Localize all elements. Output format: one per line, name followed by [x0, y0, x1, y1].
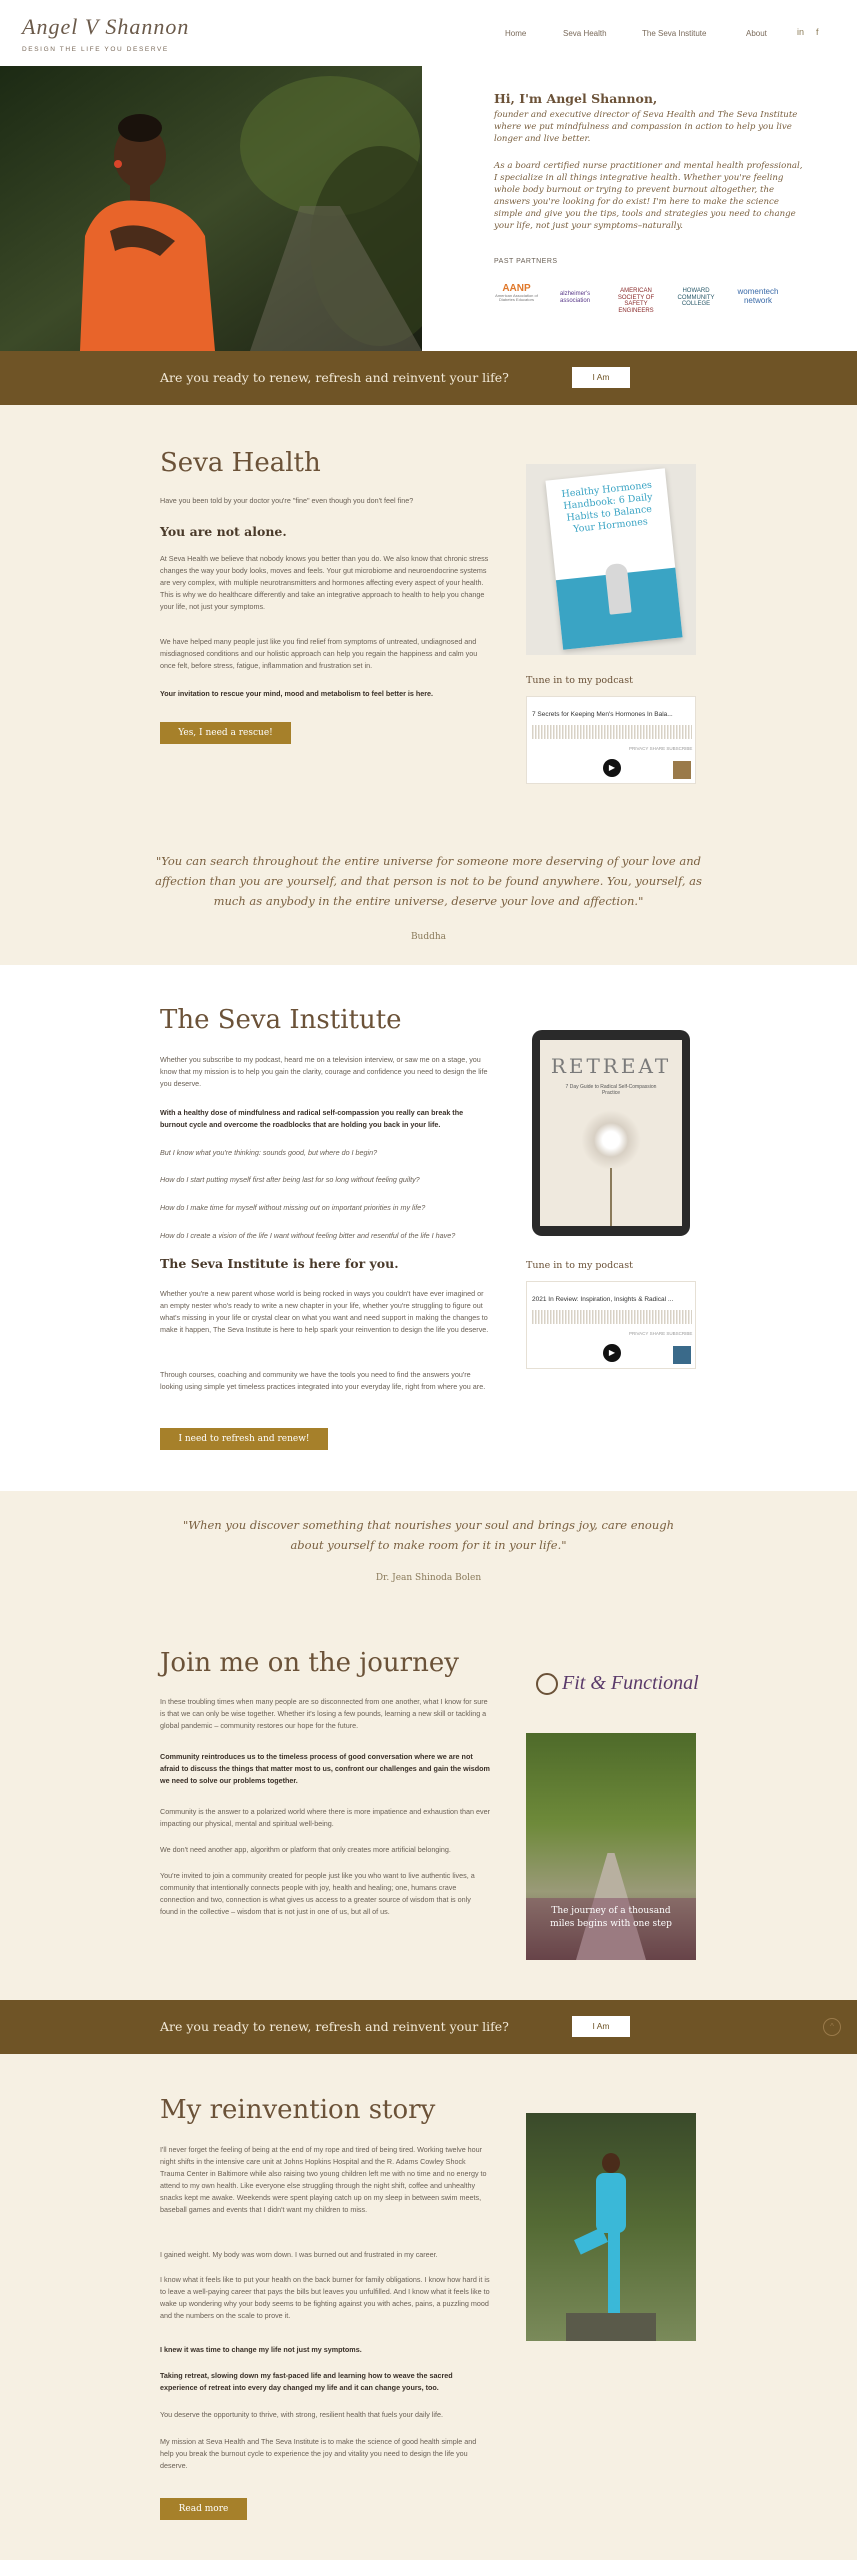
institute-p4: Whether you're a new parent whose world is being rocked in ways you couldn't have ever imagined or an empty nester who's ready to write a new chapter in your life, whether you're struggling to figure out what's missing in your life or crystal clear on what you want and need support in making the changes to make it happen, The Seva Institute is here to help spark your reinvention to design the life you deserve.	[160, 1289, 489, 1334]
institute-p5: Through courses, coaching and community we have the tools you need to find the answers you're looking using simple yet timeless practices integrated into your everyday life, right from where you are.	[160, 1370, 486, 1391]
nav-seva-health[interactable]: Seva Health	[563, 29, 607, 38]
seva-health-p2: We have helped many people just like you find relief from symptoms of untreated, undiagnosed and misdiagnosed conditions and our holistic approach can help you regain the happiness and calm you once felt, before stress, fatigue, inflammation and frustration set in.	[160, 637, 478, 670]
story-photo	[526, 2113, 696, 2341]
hero-intro: founder and executive director of Seva Health and The Seva Institute where we put mindfulness and compassion in action to help you live longer and live better.	[494, 110, 798, 144]
seva-health-p1: At Seva Health we believe that nobody knows you better than you do. We also know that chronic stress changes the way your body looks, moves and feels. Your gut microbiome and neuroendocrine systems are very complex, with multiple neurotransmitters and hormones affecting every aspect of your health. This is why we do healthcare differently and take an integrative approach to health to help you change your life, not just your symptoms.	[160, 554, 489, 611]
journey-p5: You're invited to join a community created for people just like you who want to live authentic lives, a community that intentionally connects people with joy, health and healing; one, humans crave connection and two, connection is what gives us access to a greater source of wisdom that is only found in the collective – wisdom that is not just in one of us, but all of us.	[160, 1871, 475, 1916]
partner-logo: AANP American Association of Diabetes Educators	[495, 283, 538, 303]
podcast-meta-2: PRIVACY SHARE SUBSCRIBE	[629, 1331, 693, 1336]
story-p6: You deserve the opportunity to thrive, with strong, resilient health that fuels your daily life.	[160, 2410, 443, 2419]
play-icon[interactable]: ▶	[603, 1344, 621, 1362]
seva-health-subtitle: You are not alone.	[160, 524, 287, 539]
scroll-top-icon[interactable]: ^	[823, 2018, 841, 2036]
cta-band-text-2: Are you ready to renew, refresh and reinvent your life?	[160, 2019, 509, 2034]
story-p2: I gained weight. My body was worn down. I was burned out and frustrated in my career.	[160, 2250, 438, 2259]
story-p7: My mission at Seva Health and The Seva Institute is to make the science of good health simple and help you break the burnout cycle to experience the joy and vitality you need to design the life you deserve.	[160, 2437, 477, 2470]
seva-health-section	[0, 405, 857, 830]
logo-tagline: DESIGN THE LIFE YOU DESERVE	[22, 46, 169, 53]
read-more-button[interactable]: Read more	[160, 2498, 247, 2520]
book-title: Healthy Hormones Handbook: 6 Daily Habits to Balance Your Hormones	[560, 479, 654, 536]
site-header	[0, 0, 857, 66]
quote-text: "You can search throughout the entire universe for someone more deserving of your love and affection than you are yourself, and that person is not to be found anywhere. You, yourself, as much as anybody in the entire universe, deserve your love and affection."	[155, 854, 702, 908]
i-am-button[interactable]: I Am	[572, 367, 630, 388]
quote-author-2: Dr. Jean Shinoda Bolen	[375, 1573, 482, 1583]
podcast-label-2: Tune in to my podcast	[526, 1260, 633, 1271]
partner-logo: womentech network	[737, 287, 779, 305]
logo[interactable]: Angel V Shannon	[22, 14, 190, 39]
journey-image-caption: The journey of a thousand miles begins with one step	[550, 1906, 672, 1929]
podcast-player[interactable]	[526, 696, 696, 784]
institute-title: The Seva Institute	[160, 1005, 402, 1035]
story-p5: Taking retreat, slowing down my fast-paced life and learning how to weave the sacred experience of retreat into every day changed my life and it can change yours, too.	[160, 2371, 453, 2392]
nav-home[interactable]: Home	[505, 29, 527, 38]
institute-q1: How do I start putting myself first after being last for so long without feeling guilty?	[160, 1175, 420, 1184]
journey-p1: In these troubling times when many people are so disconnected from one another, what I know for sure is that we can only be wise together. Whether it's losing a few pounds, learning a new skill or tackling a global pandemic – community restores our hope for the future.	[160, 1697, 488, 1730]
cta-band	[0, 351, 857, 405]
journey-title: Join me on the journey	[160, 1648, 459, 1678]
story-p4: I knew it was time to change my life not just my symptoms.	[160, 2345, 362, 2354]
institute-p1: Whether you subscribe to my podcast, heard me on a television interview, or saw me on a stage, you know that my mission is to help you gain the clarity, courage and confidence you need to design the life you deserve.	[160, 1055, 488, 1088]
partner-logo: alzheimer's association	[559, 291, 591, 304]
quote-text-2: "When you discover something that nourishes your soul and brings joy, care enough about yourself to make room for it in your life."	[182, 1518, 675, 1552]
institute-p3: But I know what you're thinking: sounds good, but where do I begin?	[160, 1148, 378, 1157]
story-p3: I know what it feels like to put your health on the back burner for family obligations. I know how hard it is to leave a well-paying career that pays the bills but leaves you unfulfilled. And I know what it feels like to wake up wondering why your body seems to be fighting against you with aches, pains, a puzzling mood and the numbers on the scale to prove it.	[160, 2275, 490, 2320]
podcast-meta: PRIVACY SHARE SUBSCRIBE	[629, 746, 693, 751]
podcast-waveform[interactable]	[532, 725, 692, 739]
hero-greeting: Hi, I'm Angel Shannon,	[494, 91, 658, 106]
journey-p4: We don't need another app, algorithm or platform that only creates more artificial belonging.	[160, 1845, 451, 1854]
tablet-title: RETREAT	[550, 1054, 672, 1078]
podcast-waveform-2[interactable]	[532, 1310, 692, 1324]
partner-logo: HOWARD COMMUNITY COLLEGE	[677, 288, 715, 308]
seva-health-lead: Have you been told by your doctor you're "fine" even though you don't feel fine?	[160, 496, 414, 505]
book-cover-image	[526, 464, 696, 655]
partners-label: PAST PARTNERS	[494, 258, 558, 265]
podcast-episode-2: 2021 In Review: Inspiration, Insights & Radical ...	[532, 1296, 674, 1303]
nav-about[interactable]: About	[746, 29, 767, 38]
facebook-icon[interactable]: f	[816, 27, 819, 37]
seva-health-title: Seva Health	[160, 448, 321, 478]
tablet-image	[532, 1030, 690, 1236]
linkedin-icon[interactable]: in	[797, 27, 805, 37]
play-icon[interactable]: ▶	[603, 759, 621, 777]
journey-p2: Community reintroduces us to the timeless process of good conversation where we are not afraid to discuss the things that matter most to us, confront our challenges and gain the wisdom we need to solve our problems together.	[160, 1752, 490, 1785]
institute-subtitle: The Seva Institute is here for you.	[160, 1256, 399, 1271]
partner-logo: AMERICAN SOCIETY OF SAFETY ENGINEERS	[617, 288, 655, 314]
fit-functional-logo-icon	[536, 1673, 558, 1695]
fit-functional-logo: Fit & Functional	[562, 1672, 699, 1694]
podcast-label: Tune in to my podcast	[526, 675, 633, 686]
cta-band-2	[0, 2000, 857, 2054]
journey-image	[526, 1733, 696, 1960]
story-p1: I'll never forget the feeling of being at the end of my rope and tired of being tired. Working twelve hour night shifts in the intensive care unit at Johns Hopkins Hospital and the R. Adams Cowley Shock Trauma Center in Baltimore while also raising two young children left me with no time and no energy to attend to my own health. Like everyone else struggling through the night shift, coffee and unhealthy snacks kept me awake. Weekends were spent playing catch up on my sleep in between swim meets, baseball games and events that I didn't want my children to miss.	[160, 2145, 487, 2214]
tablet-subtitle: 7 Day Guide to Radical Self-Compassion Practice	[565, 1084, 657, 1096]
refresh-renew-button[interactable]: I need to refresh and renew!	[160, 1428, 328, 1450]
institute-q3: How do I create a vision of the life I want without feeling bitter and resentful of the life I have?	[160, 1231, 456, 1240]
nav-seva-institute[interactable]: The Seva Institute	[642, 29, 707, 38]
hero-body: As a board certified nurse practitioner and mental health professional, I specialize in all things integrative health. Whether you're feeling whole body burnout or trying to prevent burnout altogether, the answers you're looking for do exist! I'm here to make the science simple and give you the tips, tools and strategies you need to change your life, not just your symptoms–naturally.	[494, 161, 803, 231]
cta-band-text: Are you ready to renew, refresh and reinvent your life?	[160, 370, 509, 385]
podcast-episode: 7 Secrets for Keeping Men's Hormones In Bala...	[532, 711, 673, 718]
rescue-button[interactable]: Yes, I need a rescue!	[160, 722, 291, 744]
podcast-player-2[interactable]	[526, 1281, 696, 1369]
institute-p2: With a healthy dose of mindfulness and radical self-compassion you really can break the burnout cycle and overcome the roadblocks that are holding you back in your life.	[160, 1108, 464, 1129]
story-title: My reinvention story	[160, 2095, 436, 2125]
journey-p3: Community is the answer to a polarized world where there is more impatience and exhaustion than ever impacting our physical, mental and spiritual well-being.	[160, 1807, 490, 1828]
institute-q2: How do I make time for myself without missing out on important priorities in my life?	[160, 1203, 426, 1212]
podcast-artwork	[673, 761, 691, 779]
hero-photo	[0, 66, 422, 351]
i-am-button-2[interactable]: I Am	[572, 2016, 630, 2037]
partners-logos	[494, 283, 784, 319]
seva-health-p3: Your invitation to rescue your mind, mood and metabolism to feel better is here.	[160, 689, 434, 698]
quote-author: Buddha	[410, 932, 447, 942]
podcast-artwork-2	[673, 1346, 691, 1364]
